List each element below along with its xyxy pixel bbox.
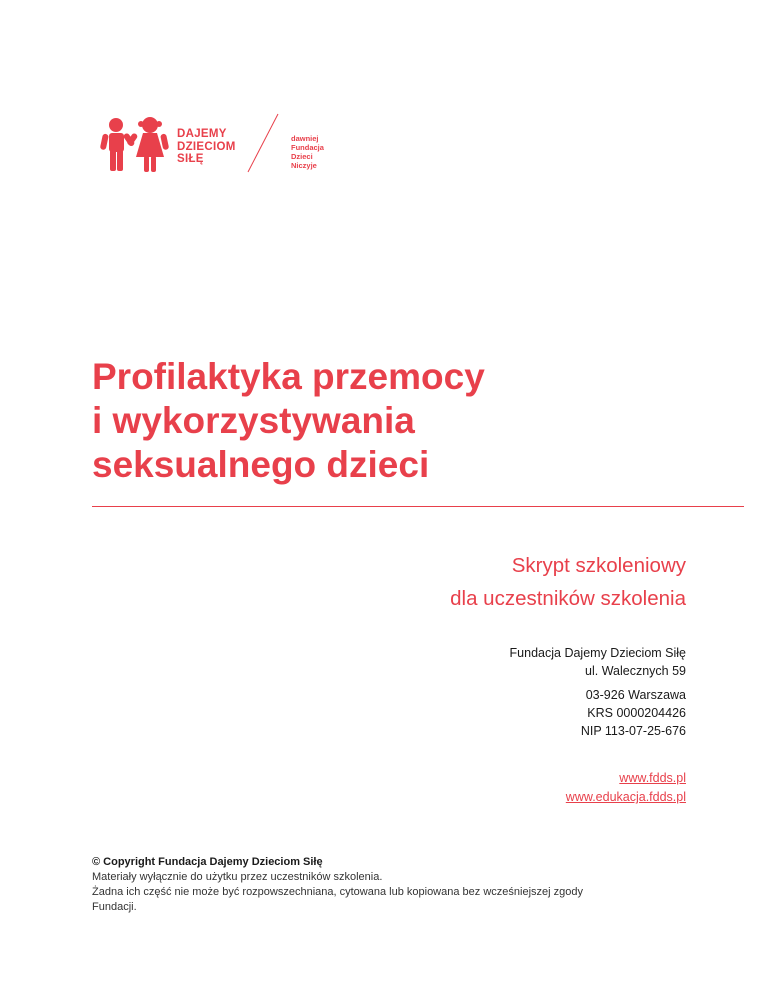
footer-line: Żadna ich część nie może być rozpowszechniana, cytowana lub kopiowana bez wcześniejszej zgody: [92, 886, 583, 898]
brand-name: [177, 128, 236, 166]
title-divider: [92, 506, 744, 507]
subtitle-line: dla uczestników szkolenia: [450, 587, 686, 610]
document-title: [92, 355, 485, 487]
title-line: Profilaktyka przemocy: [92, 356, 485, 397]
krs-number: KRS 0000204426: [587, 706, 686, 720]
city: 03-926 Warszawa: [585, 688, 686, 702]
title-line: seksualnego dzieci: [92, 444, 430, 485]
fdds-link[interactable]: www.fdds.pl: [619, 771, 686, 785]
street: ul. Walecznych 59: [585, 664, 686, 678]
brand-line: DZIECIOM: [177, 140, 236, 153]
former-name: [291, 134, 324, 170]
website-links: [566, 769, 686, 807]
brand-line: DAJEMY: [177, 128, 227, 140]
former-line: Dzieci: [291, 152, 313, 161]
divider-slash: [246, 112, 280, 174]
title-line: i wykorzystywania: [92, 400, 415, 441]
footer-line: Materiały wyłącznie do użytku przez uczestników szkolenia.: [92, 871, 383, 883]
children-logo-icon: [98, 115, 170, 175]
document-subtitle: [450, 549, 686, 615]
former-line: Fundacja: [291, 143, 324, 152]
footer-line: Fundacji.: [92, 901, 137, 913]
fdds-logo: [98, 112, 358, 178]
former-line: dawniej: [291, 134, 319, 143]
copyright-notice: © Copyright Fundacja Dajemy Dzieciom Siłę: [92, 856, 323, 868]
nip-number: NIP 113-07-25-676: [580, 724, 686, 738]
edukacja-link[interactable]: www.edukacja.fdds.pl: [565, 790, 686, 804]
copyright-footer: [92, 855, 583, 915]
organization-address: [510, 644, 686, 680]
subtitle-line: Skrypt szkoleniowy: [511, 554, 686, 577]
former-line: Niczyje: [291, 161, 317, 170]
brand-line: SIŁĘ: [177, 153, 204, 165]
org-name: Fundacja Dajemy Dzieciom Siłę: [509, 646, 686, 660]
registration-info: [581, 686, 686, 740]
